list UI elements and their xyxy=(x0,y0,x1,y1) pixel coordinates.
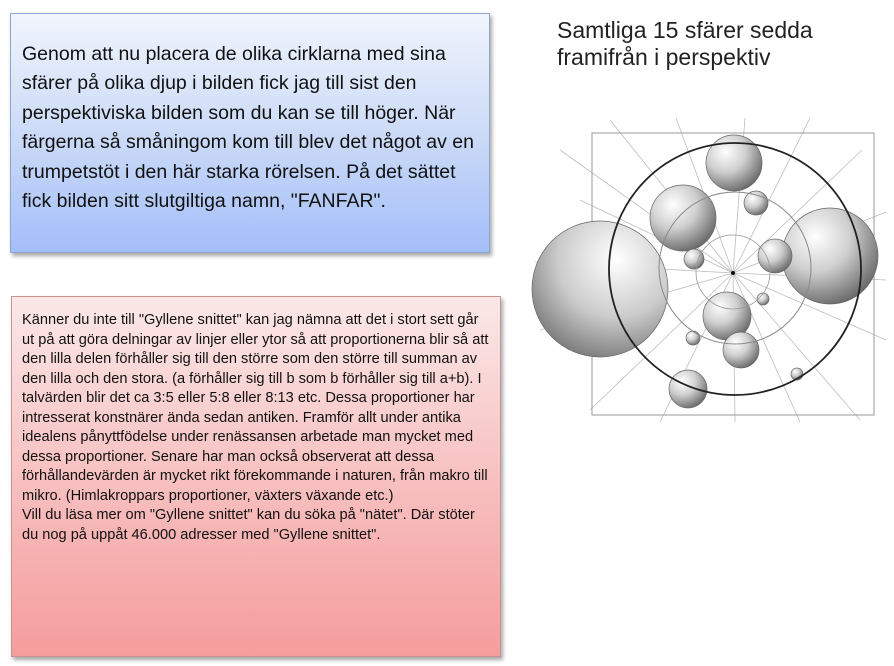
sphere-upper-left xyxy=(650,185,716,251)
sphere-large-left xyxy=(532,221,668,357)
vanishing-point xyxy=(731,271,735,275)
spheres-perspective-figure xyxy=(530,115,890,425)
sphere-lower-left-small xyxy=(686,331,700,345)
sphere-lower-right xyxy=(723,332,759,368)
golden-ratio-paragraph: Känner du inte till "Gyllene snittet" kan jag nämna att det i stort sett går ut på att göra delningar av linjer eller ytor så att proportionerna blir så att den lilla delen förhåller sig till den större som den större till summan av den lilla och den stora. (a förhåller sig till b som b förhåller sig till a+b). I talvärden blir det ca 3:5 eller 5:8 eller 8:13 etc. Dessa proportioner har intresserat konstnärer ända sedan antiken. Framför allt under antika idealens pånyttfödelse under renässansen arbetade man mycket med dessa proportioner. Senare har man också observerat att dessa förhållandevärden är mycket rikt förekommande i naturen, från makro till mikro. (Himlakroppars proportioner, växters växande etc.) xyxy=(22,312,489,504)
title-line-2: framifrån i perspektiv xyxy=(557,44,771,70)
title-line-1: Samtliga 15 sfärer sedda xyxy=(557,17,813,43)
golden-ratio-text-box xyxy=(11,296,501,657)
golden-ratio-search-paragraph: Vill du läsa mer om "Gyllene snittet" kan du söka på "nätet". Där stöter du nog på uppåt 46.000 adresser med "Gyllene snittet". xyxy=(22,507,475,543)
sphere-bottom xyxy=(669,370,707,408)
page-title xyxy=(557,17,887,71)
sphere-inner-left xyxy=(684,249,704,269)
intro-text: Genom att nu placera de olika cirklarna med sina sfärer på olika djup i bilden fick jag till sist den perspektiviska bilden som du kan se till höger. När färgerna så småningom kom till blev det något av en trumpetstöt i den här starka rörelsen. På det sättet fick bilden sitt slutgiltiga namn, "FANFAR". xyxy=(22,43,474,213)
intro-text-box xyxy=(10,13,490,253)
sphere-right-medium xyxy=(758,239,792,273)
